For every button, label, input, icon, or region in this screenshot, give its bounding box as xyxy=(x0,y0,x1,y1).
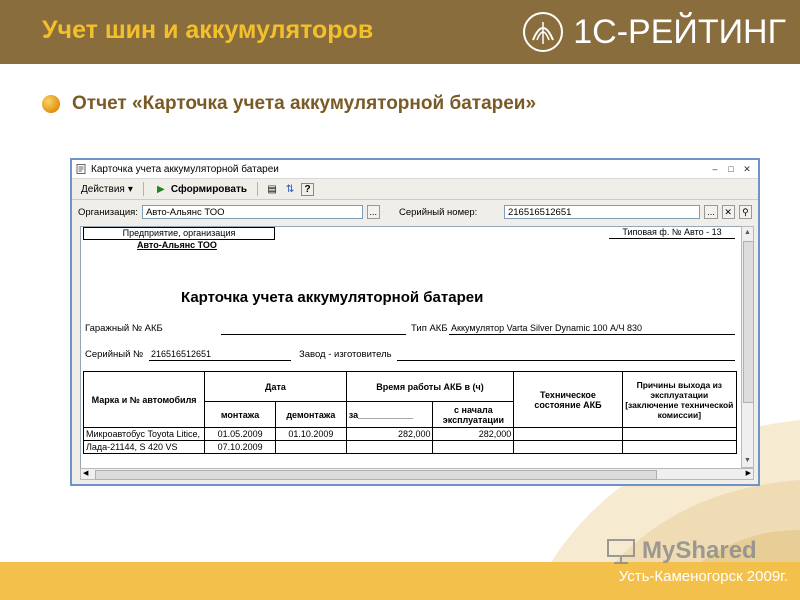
table-row[interactable] xyxy=(84,428,737,441)
serial-field[interactable]: 216516512651 xyxy=(504,205,700,219)
cell-reason xyxy=(622,428,736,441)
type-label: Тип АКБ xyxy=(411,323,448,334)
play-icon: ▶ xyxy=(157,183,165,195)
battery-table xyxy=(83,371,737,454)
clear-icon[interactable]: ✕ xyxy=(722,205,735,219)
garage-underline xyxy=(221,334,406,335)
cell-since: 282,000 xyxy=(433,428,514,441)
scroll-thumb[interactable] xyxy=(743,241,754,403)
settings-icon[interactable]: ▤ xyxy=(267,183,277,195)
search-icon[interactable]: ⚲ xyxy=(739,205,752,219)
garage-label: Гаражный № АКБ xyxy=(85,323,163,334)
table-row[interactable] xyxy=(84,441,737,454)
col-dismount: демонтажа xyxy=(275,402,346,428)
chevron-down-icon: ▾ xyxy=(127,183,133,195)
col-period: за___________ xyxy=(346,402,433,428)
org-field[interactable]: Авто-Альянс ТОО xyxy=(142,205,363,219)
cell-period xyxy=(346,441,433,454)
report-sheet[interactable] xyxy=(80,226,742,470)
window-titlebar xyxy=(72,160,758,179)
toolbar-divider xyxy=(257,182,258,196)
slide-title: Учет шин и аккумуляторов xyxy=(42,16,374,44)
scroll-right-icon[interactable]: ▶ xyxy=(745,470,751,477)
watermark-text: MyShared xyxy=(642,537,757,564)
swap-icon[interactable]: ⇅ xyxy=(285,183,295,195)
serial-label: Серийный № xyxy=(85,349,144,360)
org-name: Авто-Альянс ТОО xyxy=(137,240,217,250)
window-title: Карточка учета аккумуляторной батареи xyxy=(91,163,279,175)
bullet-dot-icon xyxy=(42,95,60,113)
close-icon[interactable]: ✕ xyxy=(743,164,751,174)
horizontal-scrollbar[interactable] xyxy=(80,468,754,480)
maker-label: Завод - изготовитель xyxy=(299,349,392,360)
actions-menu[interactable] xyxy=(78,183,136,196)
serial-label: Серийный номер: xyxy=(398,206,478,218)
type-underline xyxy=(449,334,735,335)
actions-label: Действия xyxy=(81,183,125,195)
cell-car: Лада-21144, S 420 VS xyxy=(84,441,205,454)
minimize-icon[interactable]: – xyxy=(712,164,718,174)
serial-value: 216516512651 xyxy=(151,349,212,359)
col-since: с начала эксплуатации xyxy=(433,402,514,428)
cell-mount: 07.10.2009 xyxy=(205,441,276,454)
col-reason: Причины выхода из эксплуатации [заключение технической комиссии] xyxy=(622,372,736,428)
scroll-down-icon[interactable]: ▼ xyxy=(744,457,751,464)
org-select-button[interactable]: ... xyxy=(367,205,380,219)
cell-car: Микроавтобус Toyota Litice, xyxy=(84,428,205,441)
report-title: Карточка учета аккумуляторной батареи xyxy=(181,289,484,306)
col-mount: монтажа xyxy=(205,402,276,428)
generate-button[interactable] xyxy=(151,181,250,197)
report-window xyxy=(70,158,760,486)
cell-reason xyxy=(622,441,736,454)
rating-emblem-icon xyxy=(521,10,565,54)
generate-label: Сформировать xyxy=(170,183,248,195)
hscroll-thumb[interactable] xyxy=(95,470,657,480)
maker-underline xyxy=(397,360,735,361)
help-icon[interactable]: ? xyxy=(301,183,314,196)
footer-text: Усть-Каменогорск 2009г. xyxy=(618,568,788,585)
slide-bullet xyxy=(42,93,536,115)
serial-underline xyxy=(149,360,291,361)
toolbar xyxy=(72,179,758,200)
serial-select-button[interactable]: ... xyxy=(704,205,717,219)
col-date: Дата xyxy=(205,372,346,402)
scroll-left-icon[interactable]: ◀ xyxy=(83,470,89,477)
cell-dismount: 01.10.2009 xyxy=(275,428,346,441)
brand-text: 1С-РЕЙТИНГ xyxy=(573,12,786,51)
report-params xyxy=(72,200,758,224)
presentation-icon xyxy=(606,538,636,564)
org-label: Организация: xyxy=(78,206,138,218)
form-label: Типовая ф. № Авто - 13 xyxy=(609,227,735,239)
maximize-icon[interactable]: □ xyxy=(728,164,734,174)
col-worktime: Время работы АКБ в (ч) xyxy=(346,372,514,402)
cell-state xyxy=(514,441,622,454)
toolbar-divider xyxy=(143,182,144,196)
cell-state xyxy=(514,428,622,441)
cell-dismount xyxy=(275,441,346,454)
col-car: Марка и № автомобиля xyxy=(84,372,205,428)
cell-since xyxy=(433,441,514,454)
watermark xyxy=(606,537,757,565)
bullet-text: Отчет «Карточка учета аккумуляторной батареи» xyxy=(72,93,537,114)
type-value: Аккумулятор Varta Silver Dynamic 100 А/Ч 830 xyxy=(451,323,643,333)
vertical-scrollbar[interactable] xyxy=(741,226,754,468)
col-state: Техническое состояние АКБ xyxy=(514,372,622,428)
enterprise-label: Предприятие, организация xyxy=(83,227,275,240)
report-icon xyxy=(76,164,86,174)
cell-mount: 01.05.2009 xyxy=(205,428,276,441)
cell-period: 282,000 xyxy=(346,428,433,441)
scroll-up-icon[interactable]: ▲ xyxy=(744,229,751,236)
brand-logo xyxy=(521,10,786,54)
